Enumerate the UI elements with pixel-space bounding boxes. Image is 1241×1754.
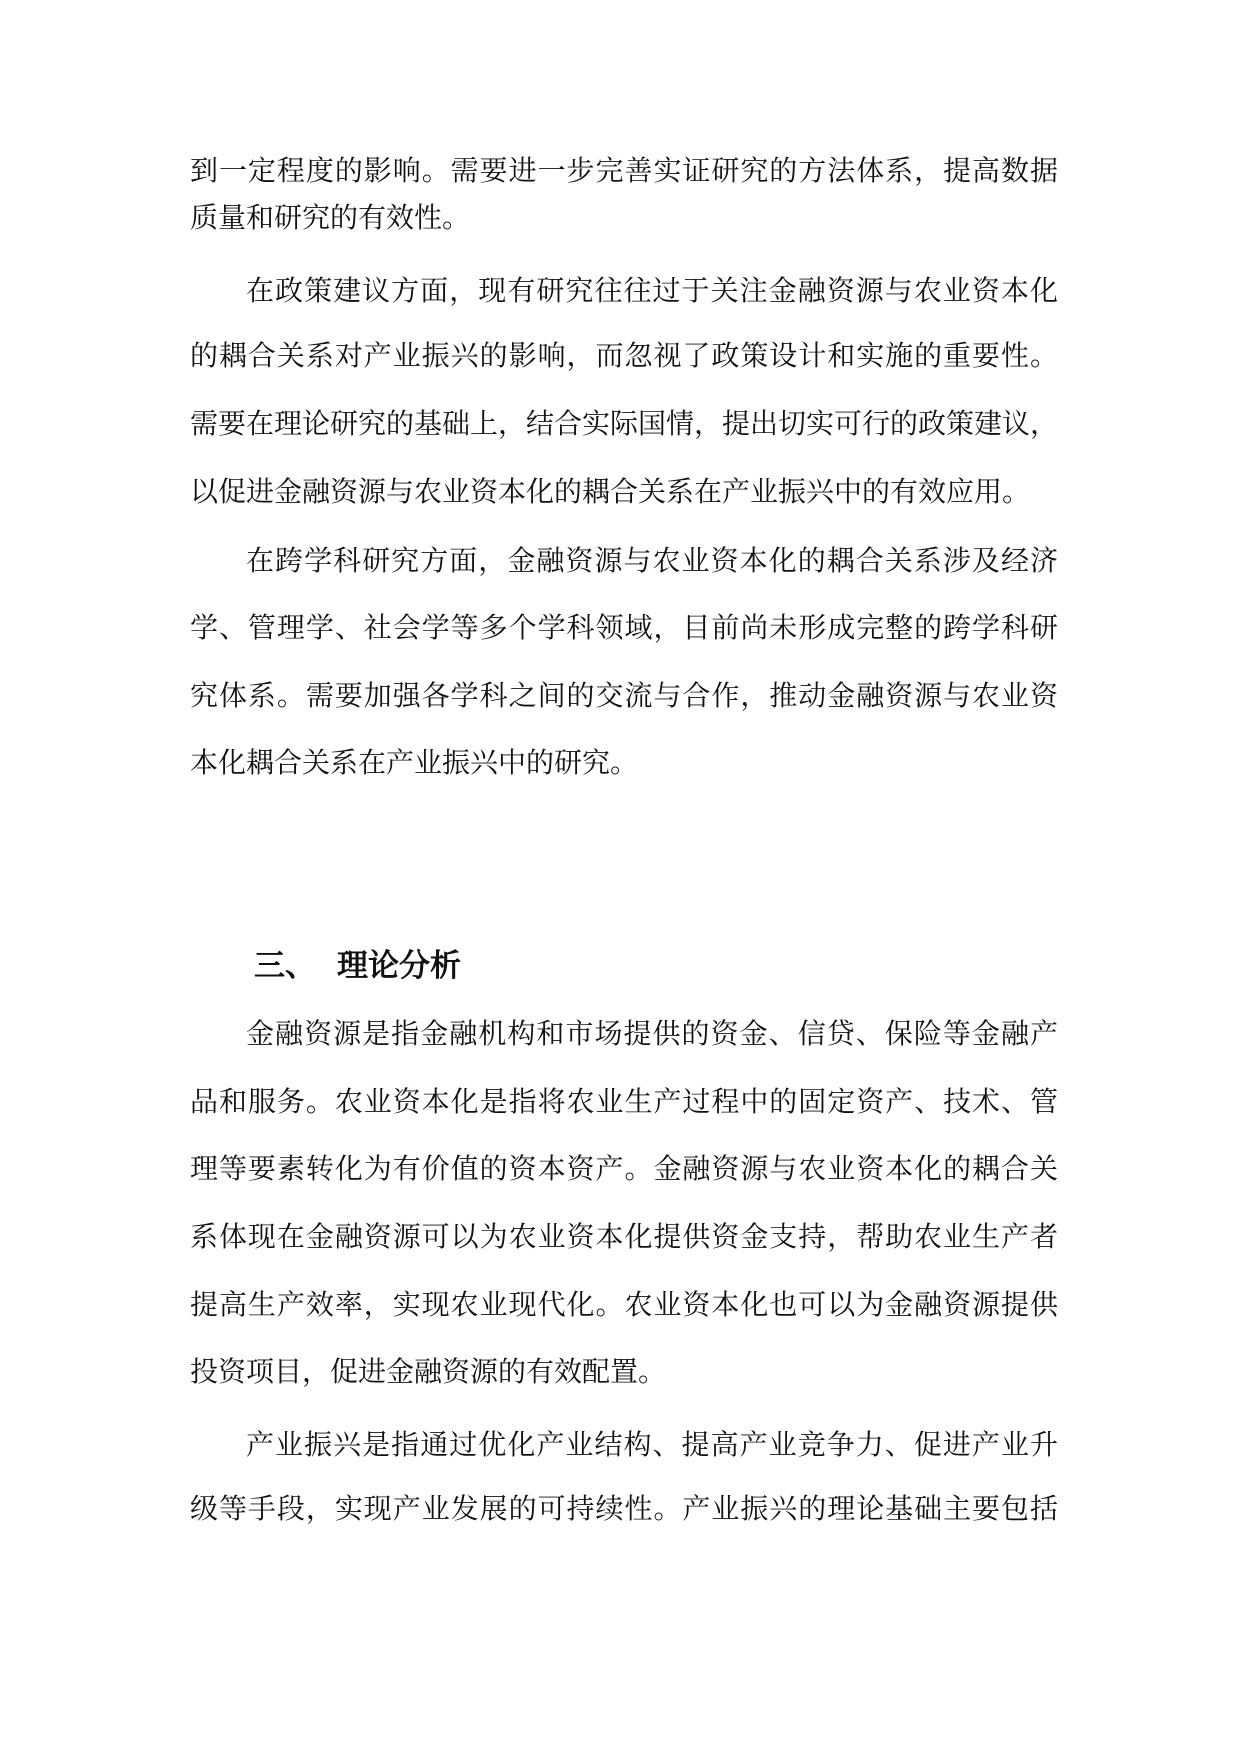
paragraph-4-line-5: 提高生产效率，实现农业现代化。农业资本化也可以为金融资源提供 bbox=[190, 1288, 1058, 1321]
section-title: 理论分析 bbox=[337, 948, 461, 984]
paragraph-1-line-1: 到一定程度的影响。需要进一步完善实证研究的方法体系，提高数据 bbox=[190, 154, 1058, 187]
section-number: 三、 bbox=[254, 948, 316, 984]
paragraph-4-line-1: 金融资源是指金融机构和市场提供的资金、信贷、保险等金融产 bbox=[246, 1017, 1058, 1050]
paragraph-3-line-2: 学、管理学、社会学等多个学科领域，目前尚未形成完整的跨学科研 bbox=[190, 611, 1058, 644]
paragraph-5-line-1: 产业振兴是指通过优化产业结构、提高产业竞争力、促进产业升 bbox=[246, 1428, 1058, 1461]
paragraph-5-line-2: 级等手段，实现产业发展的可持续性。产业振兴的理论基础主要包括 bbox=[190, 1492, 1058, 1525]
paragraph-1-line-2: 质量和研究的有效性。 bbox=[190, 201, 471, 234]
paragraph-4-line-6: 投资项目，促进金融资源的有效配置。 bbox=[190, 1355, 667, 1388]
paragraph-3-line-3: 究体系。需要加强各学科之间的交流与合作，推动金融资源与农业资 bbox=[190, 679, 1058, 712]
paragraph-3-line-4: 本化耦合关系在产业振兴中的研究。 bbox=[190, 746, 639, 779]
paragraph-2-line-3: 需要在理论研究的基础上，结合实际国情，提出切实可行的政策建议， bbox=[190, 407, 1059, 440]
paragraph-2-line-2: 的耦合关系对产业振兴的影响，而忽视了政策设计和实施的重要性。 bbox=[190, 339, 1058, 372]
paragraph-2-line-1: 在政策建议方面，现有研究往往过于关注金融资源与农业资本化 bbox=[246, 274, 1058, 307]
paragraph-2-line-4: 以促进金融资源与农业资本化的耦合关系在产业振兴中的有效应用。 bbox=[190, 475, 1031, 508]
paragraph-4-line-3: 理等要素转化为有价值的资本资产。金融资源与农业资本化的耦合关 bbox=[190, 1152, 1058, 1185]
paragraph-3-line-1: 在跨学科研究方面，金融资源与农业资本化的耦合关系涉及经济 bbox=[246, 544, 1058, 577]
paragraph-4-line-2: 品和服务。农业资本化是指将农业生产过程中的固定资产、技术、管 bbox=[190, 1085, 1058, 1118]
paragraph-4-line-4: 系体现在金融资源可以为农业资本化提供资金支持，帮助农业生产者 bbox=[190, 1220, 1058, 1253]
